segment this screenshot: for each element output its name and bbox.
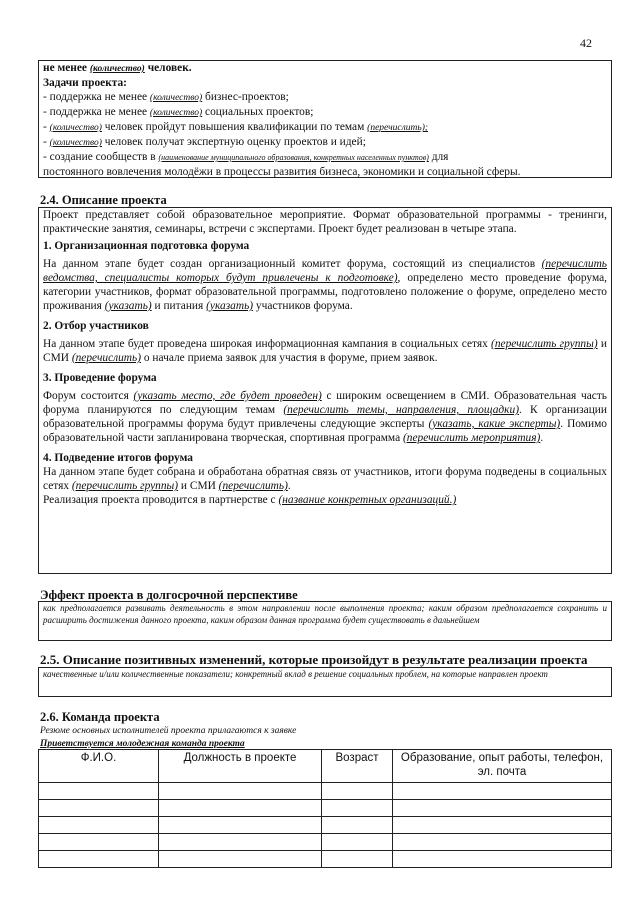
- stage-2-title: 2. Отбор участников: [43, 320, 149, 332]
- section-2-4-title: 2.4. Описание проекта: [40, 193, 167, 207]
- effect-box: [38, 601, 612, 641]
- team-note-resume: Резюме основных исполнителей проекта прилагаются к заявке: [40, 726, 297, 736]
- col-age-header: Возраст: [322, 750, 393, 783]
- goal-item-5-cont: постоянного вовлечения молодёжи в процессы развития бизнеса, экономики и социальной сферы.: [43, 166, 521, 178]
- page-number: 42: [580, 36, 592, 50]
- table-row[interactable]: [39, 851, 612, 868]
- positive-changes-text: качественные и/или количественные показатели; конкретный вклад в решение социальных проблем, на которые направлен проект: [43, 669, 548, 679]
- goal-item-4: - (количество) человек получат экспертную оценку проектов и идей;: [43, 136, 366, 148]
- team-table-header: [39, 750, 612, 783]
- table-row[interactable]: [39, 800, 612, 817]
- stage-3-title: 3. Проведение форума: [43, 372, 157, 384]
- project-description-box: [38, 207, 612, 574]
- goal-item-3: - (количество) человек пройдут повышения квалификации по темам (перечислить);: [43, 121, 429, 133]
- effect-text: как предполагается развивать деятельность в этом направлении после выполнения проекта; каким образом предполагается сохранить и расширить достижения данного проекта, каким образом данная программа будет существовать в дальнейшем: [43, 603, 607, 625]
- section-2-5-title: 2.5. Описание позитивных изменений, которые произойдут в результате реализации проекта: [40, 652, 588, 667]
- stage-3-text: Форум состоится (указать место, где будет проведен) с широким освещением в СМИ. Образовательная часть форума планируются по следующим темам (перечислить темы, направления, площадки). К организации образовательной программы форума будут привлечены следующие эксперты (указать, какие эксперты). Помимо образовательной части запланирована творческая, спортивная программа (перечислить мероприятия).: [43, 390, 607, 444]
- positive-changes-box: [38, 667, 612, 697]
- stage-4-title: 4. Подведение итогов форума: [43, 452, 193, 464]
- table-row[interactable]: [39, 834, 612, 851]
- effect-title: Эффект проекта в долгосрочной перспективе: [40, 588, 298, 602]
- partner-line: Реализация проекта проводится в партнерстве с (название конкретных организаций.): [43, 494, 457, 506]
- goals-title: Задачи проекта:: [43, 77, 127, 89]
- stage-2-text: На данном этапе будет проведена широкая информационная кампания в социальных сетях (перечислить группы) и СМИ (перечислить) о начале приема заявок для участия в форуме, прием заявок.: [43, 338, 607, 364]
- goal-item-5: - создание сообществ в (наименование муниципального образования, конкретных населенных пунктов) для: [43, 151, 449, 163]
- stage-1-title: 1. Организационная подготовка форума: [43, 240, 250, 252]
- goal-item-2: - поддержка не менее (количество) социальных проектов;: [43, 106, 314, 118]
- stage-1-text: На данном этапе будет создан организационный комитет форума, состоящий из специалистов (перечислить ведомства, специалисты которых будут привлечены к подготовке), определено место проведение форума, категории участников, формат образовательной программы, подготовлено положение о форуме, определено место проживания (указать) и питания (указать) участников форума.: [43, 258, 607, 312]
- table-row[interactable]: [39, 817, 612, 834]
- col-position-header: Должность в проекте: [159, 750, 322, 783]
- col-education-header: Образование, опыт работы, телефон, эл. почта: [393, 750, 612, 783]
- team-note-youth: Приветствуется молодежная команда проекта: [40, 739, 245, 749]
- goals-first-line: не менее (количество) человек.: [43, 62, 192, 74]
- stage-4-text: На данном этапе будет собрана и обработана обратная связь от участников, итоги форума подведены в социальных сетях (перечислить группы) и СМИ (перечислить).: [43, 466, 607, 492]
- project-intro: Проект представляет собой образовательное мероприятие. Формат образовательной программы - тренинги, практические занятия, семинары, встречи с экспертами. Проект будет реализован в четыре этапа.: [43, 209, 607, 235]
- section-2-6-title: 2.6. Команда проекта: [40, 710, 160, 724]
- team-table: [38, 749, 612, 868]
- goal-item-1: - поддержка не менее (количество) бизнес-проектов;: [43, 91, 289, 103]
- table-row[interactable]: [39, 783, 612, 800]
- goals-box: [38, 60, 612, 178]
- col-name-header: Ф.И.О.: [39, 750, 159, 783]
